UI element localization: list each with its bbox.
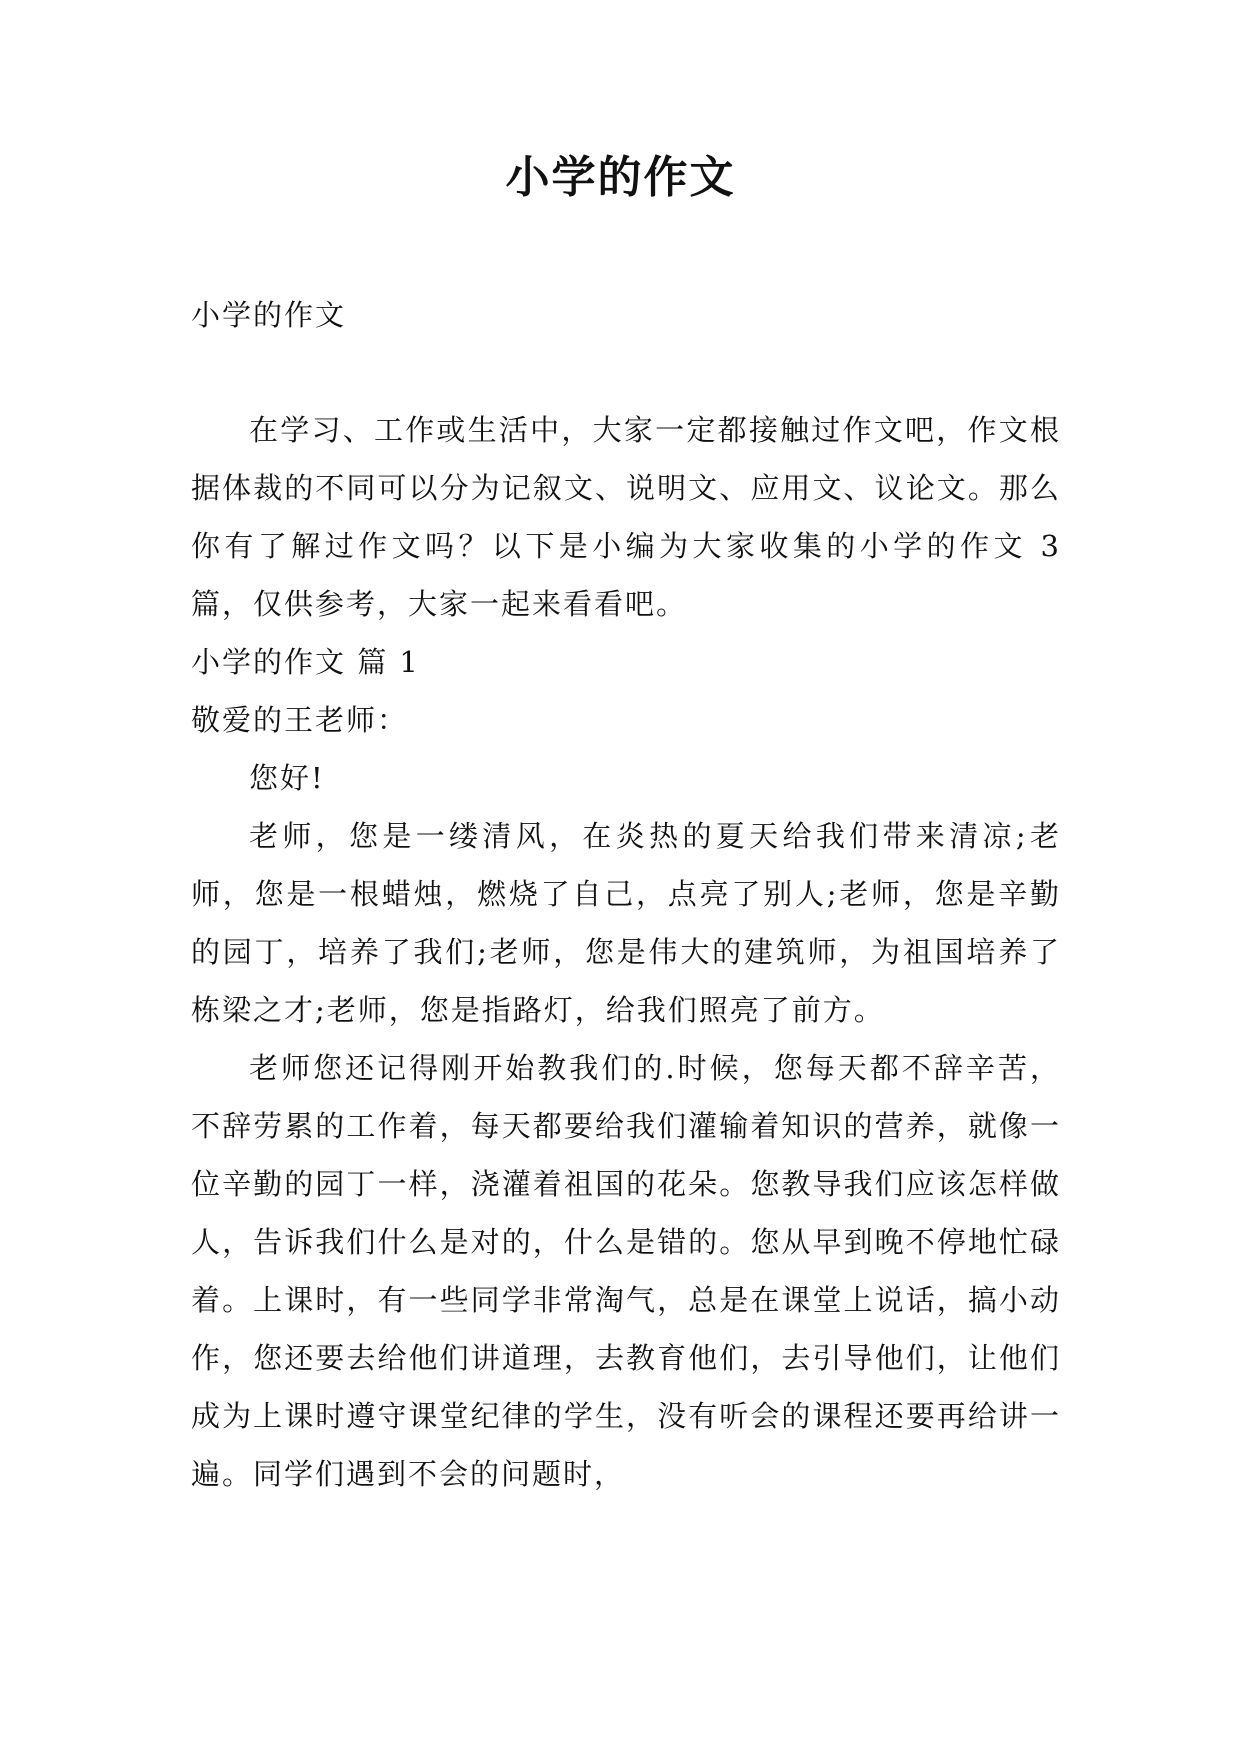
body-paragraph-2: 老师您还记得刚开始教我们的.时候，您每天都不辞辛苦，不辞劳累的工作着，每天都要给我们灌输着知识的营养，就像一位辛勤的园丁一样，浇灌着祖国的花朵。您教导我们应该怎样做人，告诉我们什么是对的，什么是错的。您从早到晚不停地忙碌着。上课时，有一些同学非常淘气，总是在课堂上说话，搞小动作，您还要去给他们讲道理，去教育他们，去引导他们，让他们成为上课时遵守课堂纪律的学生，没有听会的课程还要再给讲一遍。同学们遇到不会的问题时，	[191, 1051, 1061, 1491]
document-title: 小学的作文	[505, 152, 736, 203]
greeting: 您好!	[249, 761, 325, 795]
intro-paragraph: 在学习、工作或生活中，大家一定都接触过作文吧，作文根据体裁的不同可以分为记叙文、说明文、应用文、议论文。那么你有了解过作文吗？以下是小编为大家收集的小学的作文 3 篇，仅供参考，大家一起来看看吧。	[191, 413, 1061, 621]
body-paragraph-1: 老师，您是一缕清风，在炎热的夏天给我们带来清凉;老师，您是一根蜡烛，燃烧了自己，点亮了别人;老师，您是辛勤的园丁，培养了我们;老师，您是伟大的建筑师，为祖国培养了栋梁之才;老师，您是指路灯，给我们照亮了前方。	[191, 819, 1061, 1027]
document-body	[191, 286, 1061, 1503]
section-heading: 小学的作文 篇 1	[191, 645, 420, 679]
document-subtitle: 小学的作文	[191, 298, 347, 332]
salutation: 敬爱的王老师：	[191, 703, 409, 737]
